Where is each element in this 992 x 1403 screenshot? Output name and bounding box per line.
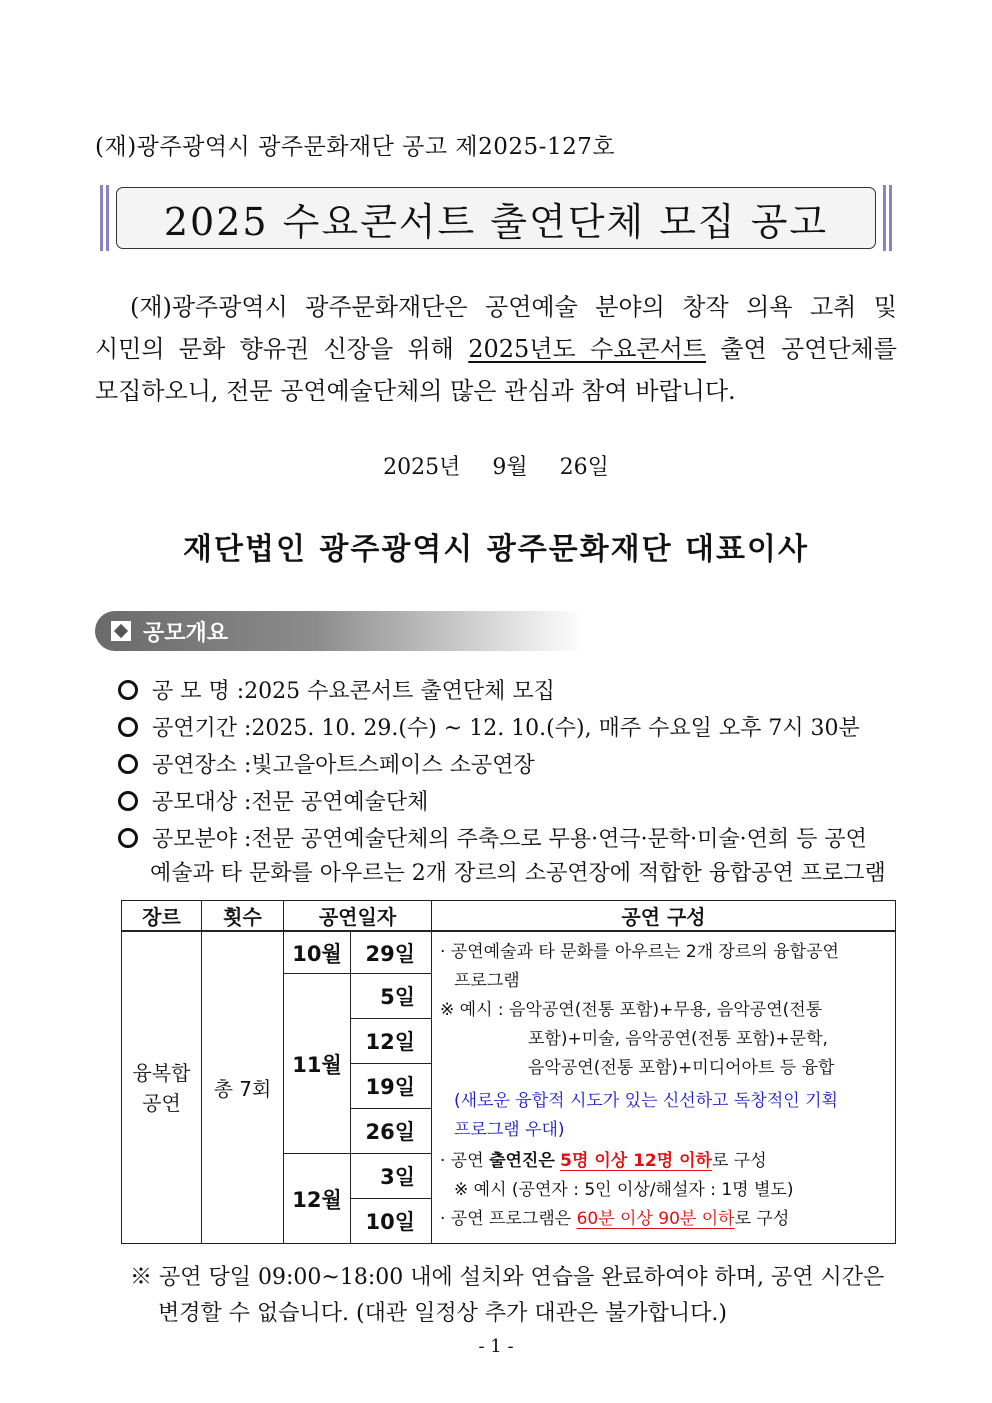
item-key: 공모대상 : [152, 790, 252, 815]
desc-red: 60분 이상 90분 이하 [576, 1209, 735, 1229]
desc-text: 로 구성 [734, 1209, 790, 1229]
desc-line: 음악공연(전통 포함)+미디어아트 등 융합 [528, 1058, 835, 1078]
desc-text: · 공연 프로그램은 [440, 1209, 577, 1229]
item-value: 전문 공연예술단체 [251, 790, 429, 815]
desc-line: 포함)+미술, 음악공연(전통 포함)+문학, [528, 1029, 828, 1049]
accent-bar [106, 185, 109, 251]
month-cell: 11월 [284, 974, 351, 1154]
notice-number: (재)광주광역시 광주문화재단 공고 제2025-127호 [95, 134, 616, 160]
day-cell: 10일 [351, 1199, 432, 1244]
announcement-date [0, 450, 992, 481]
item-value: 빛고을아트스페이스 소공연장 [251, 753, 535, 778]
circle-bullet-icon [118, 791, 138, 811]
desc-text: 로 구성 [711, 1151, 767, 1171]
table-row [122, 931, 896, 974]
date-day: 26일 [559, 455, 609, 480]
footnote [130, 1260, 898, 1332]
organization-name: 재단법인 광주광역시 광주문화재단 대표이사 [183, 532, 809, 567]
intro-line-3: 모집하오니, 전문 공연예술단체의 많은 관심과 참여 바랍니다. [95, 377, 736, 405]
schedule-table [121, 900, 896, 1244]
day-cell: 5일 [351, 974, 432, 1019]
overview-item [118, 674, 898, 705]
overview-item [118, 748, 898, 779]
count-cell: 총 7회 [202, 931, 284, 1244]
overview-item [118, 822, 898, 853]
desc-line: ※ 예시 : 음악공연(전통 포함)+무용, 음악공연(전통 [440, 1000, 823, 1020]
section-title: 공모개요 [143, 620, 229, 646]
intro-line-2-end: 출연 공연단체를 [705, 335, 897, 363]
circle-bullet-icon [118, 828, 138, 848]
footnote-line-2: 변경할 수 없습니다. (대관 일정상 추가 대관은 불가합니다.) [158, 1301, 727, 1326]
month-cell: 10월 [284, 931, 351, 974]
desc-line: · 공연예술과 타 문화를 아우르는 2개 장르의 융합공연 [440, 942, 839, 962]
desc-line: 프로그램 [454, 971, 520, 991]
month-cell: 12월 [284, 1154, 351, 1244]
overview-item [118, 785, 898, 816]
header-dates: 공연일자 [284, 901, 432, 932]
day-cell: 19일 [351, 1064, 432, 1109]
day-cell: 26일 [351, 1109, 432, 1154]
date-year: 2025년 [383, 455, 461, 480]
day-cell: 12일 [351, 1019, 432, 1064]
accent-bar [889, 185, 892, 251]
intro-underlined: 2025년도 수요콘서트 [468, 335, 706, 363]
footnote-line-1: ※ 공연 당일 09:00~18:00 내에 설치와 연습을 완료하여야 하며, 공연 시간은 [130, 1265, 885, 1290]
overview-item [118, 711, 898, 742]
day-cell: 3일 [351, 1154, 432, 1199]
page-number: - 1 - [478, 1336, 514, 1357]
header-genre: 장르 [122, 901, 202, 932]
item-continuation: 예술과 타 문화를 아우르는 2개 장르의 소공연장에 적합한 융합공연 프로그램 [150, 861, 886, 886]
item-value: 전문 공연예술단체의 주축으로 무용·연극·문학·미술·연희 등 공연 [251, 827, 867, 852]
header-count: 횟수 [202, 901, 284, 932]
intro-line-1: (재)광주광역시 광주문화재단은 공연예술 분야의 창작 의욕 고취 및 [129, 293, 897, 321]
intro-line-2: 시민의 문화 향유권 신장을 위해 [95, 335, 469, 363]
desc-text: · 공연 [440, 1151, 490, 1171]
section-header [95, 611, 585, 651]
circle-bullet-icon [118, 754, 138, 774]
desc-red: 5명 이상 12명 이하 [560, 1151, 712, 1171]
table-header-row [122, 901, 896, 932]
item-value: 2025 수요콘서트 출연단체 모집 [244, 679, 555, 704]
title-banner [100, 185, 892, 251]
accent-bar [100, 185, 103, 251]
item-key: 공연기간 : [152, 716, 252, 741]
desc-line-blue: 프로그램 우대) [454, 1120, 565, 1140]
date-month: 9월 [492, 455, 528, 480]
item-key: 공모분야 : [152, 827, 252, 852]
desc-bold: 출연진은 [489, 1151, 555, 1171]
diamond-icon [111, 621, 131, 641]
day-cell: 29일 [351, 931, 432, 974]
circle-bullet-icon [118, 717, 138, 737]
item-key: 공연장소 : [152, 753, 252, 778]
composition-cell [432, 931, 896, 1244]
genre-cell: 융복합 공연 [122, 931, 202, 1244]
circle-bullet-icon [118, 680, 138, 700]
header-composition: 공연 구성 [432, 901, 896, 932]
desc-line-blue: (새로운 융합적 시도가 있는 신선하고 독창적인 기획 [454, 1091, 838, 1111]
item-value: 2025. 10. 29.(수) ~ 12. 10.(수), 매주 수요일 오후 7시 30분 [251, 716, 860, 741]
item-key: 공 모 명 : [152, 679, 245, 704]
document-title: 2025 수요콘서트 출연단체 모집 공고 [116, 187, 876, 249]
intro-paragraph [95, 286, 897, 412]
accent-bar [883, 185, 886, 251]
desc-line: ※ 예시 (공연자 : 5인 이상/해설자 : 1명 별도) [454, 1180, 794, 1200]
